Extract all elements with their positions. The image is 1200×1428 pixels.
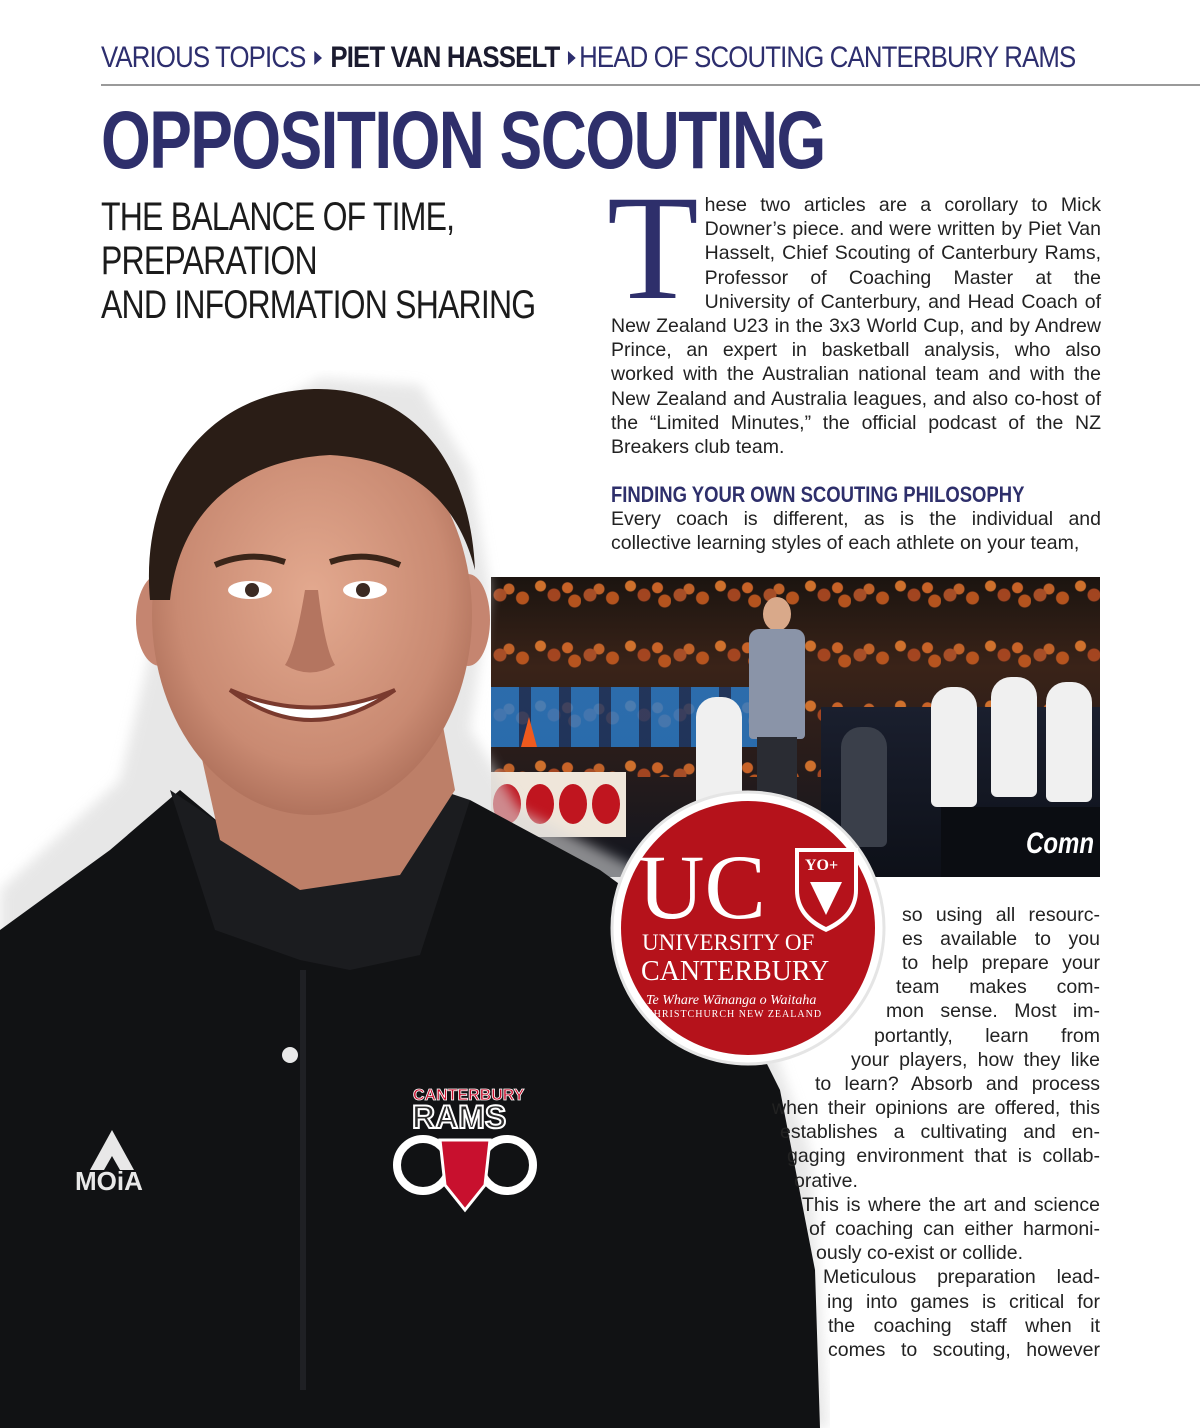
header-divider [101, 84, 1200, 86]
body-line: to help prepare your [902, 952, 1100, 974]
body-line: portantly, learn from [874, 1025, 1100, 1047]
uc-shield-text: YO+ [805, 857, 839, 874]
photo-banner-text: Comn [1026, 827, 1094, 860]
body-line: Meticulous preparation lead- [823, 1266, 1100, 1288]
university-logo [610, 790, 886, 1066]
section-body: Every coach is different, as is the individual and collective learning styles of each athlete on your team, [611, 508, 1101, 555]
body-line: gaging environment that is collab- [787, 1145, 1100, 1167]
crest-team-line2: RAMS [412, 1099, 507, 1135]
drop-cap: T [607, 165, 699, 331]
breadcrumb-author: PIET VAN HASSELT [330, 41, 560, 75]
breadcrumb-arrow-icon [314, 51, 322, 65]
body-line: es available to you [902, 928, 1100, 950]
section-heading: FINDING YOUR OWN SCOUTING PHILOSOPHY [611, 482, 1025, 507]
breadcrumb [101, 40, 1075, 80]
body-line: orative. [794, 1170, 858, 1192]
subtitle-line: PREPARATION [101, 239, 317, 283]
body-line: mon sense. Most im- [886, 1000, 1100, 1022]
crest-team-line1: CANTERBURY [413, 1087, 525, 1104]
body-line: so using all resourc- [902, 904, 1100, 926]
intro-text: hese two articles are a corollary to Mick Downer’s piece. and were written by Piet Van Hasselt, Chief Scouting of Canterbury Rams, Professor of Coaching Master at the University of Canterbury, and Head Coach of New Zealand U23 in the 3x3 World Cup, and by Andrew Prince, an expert in basketball analysis, who also worked with the Australian national team and with the New Zealand and Australia leagues, and also co-host of the “Limited Minutes,” the official podcast of the NZ Breakers club team. [611, 194, 1101, 459]
body-line: ing into games is critical for [827, 1291, 1100, 1313]
breadcrumb-arrow-icon [568, 51, 576, 65]
body-line: ously co-exist or collide. [816, 1242, 1023, 1264]
body-line: team makes com- [896, 976, 1100, 998]
uc-letters: UC [638, 836, 766, 938]
article-subtitle [101, 195, 549, 327]
photo-player [991, 677, 1037, 797]
uc-maori-name: Te Whare Wānanga o Waitaha [646, 993, 817, 1008]
body-line: comes to scouting, however [828, 1339, 1100, 1361]
breadcrumb-role: HEAD OF SCOUTING CANTERBURY RAMS [579, 41, 1076, 75]
breadcrumb-topic: VARIOUS TOPICS [101, 41, 306, 75]
body-line: of coaching can either harmoni- [809, 1218, 1100, 1240]
body-line: your players, how they like [851, 1049, 1100, 1071]
uc-city: CHRISTCHURCH NEW ZEALAND [646, 1009, 823, 1020]
body-line: the coaching staff when it [828, 1315, 1100, 1337]
uc-line1: UNIVERSITY OF [642, 930, 815, 955]
subtitle-line: THE BALANCE OF TIME, [101, 195, 455, 239]
subtitle-line: AND INFORMATION SHARING [101, 283, 536, 327]
photo-player [1046, 682, 1092, 802]
article-title: OPPOSITION SCOUTING [101, 95, 825, 186]
uc-line2: CANTERBURY [641, 956, 830, 987]
body-line: to learn? Absorb and process [815, 1073, 1100, 1095]
photo-player [931, 687, 977, 807]
body-line: This is where the art and science [802, 1194, 1100, 1216]
body-line: when their opinions are offered, this [772, 1097, 1100, 1119]
body-line: establishes a cultivating and en- [780, 1121, 1100, 1143]
shirt-brand: MOiA [75, 1166, 143, 1196]
